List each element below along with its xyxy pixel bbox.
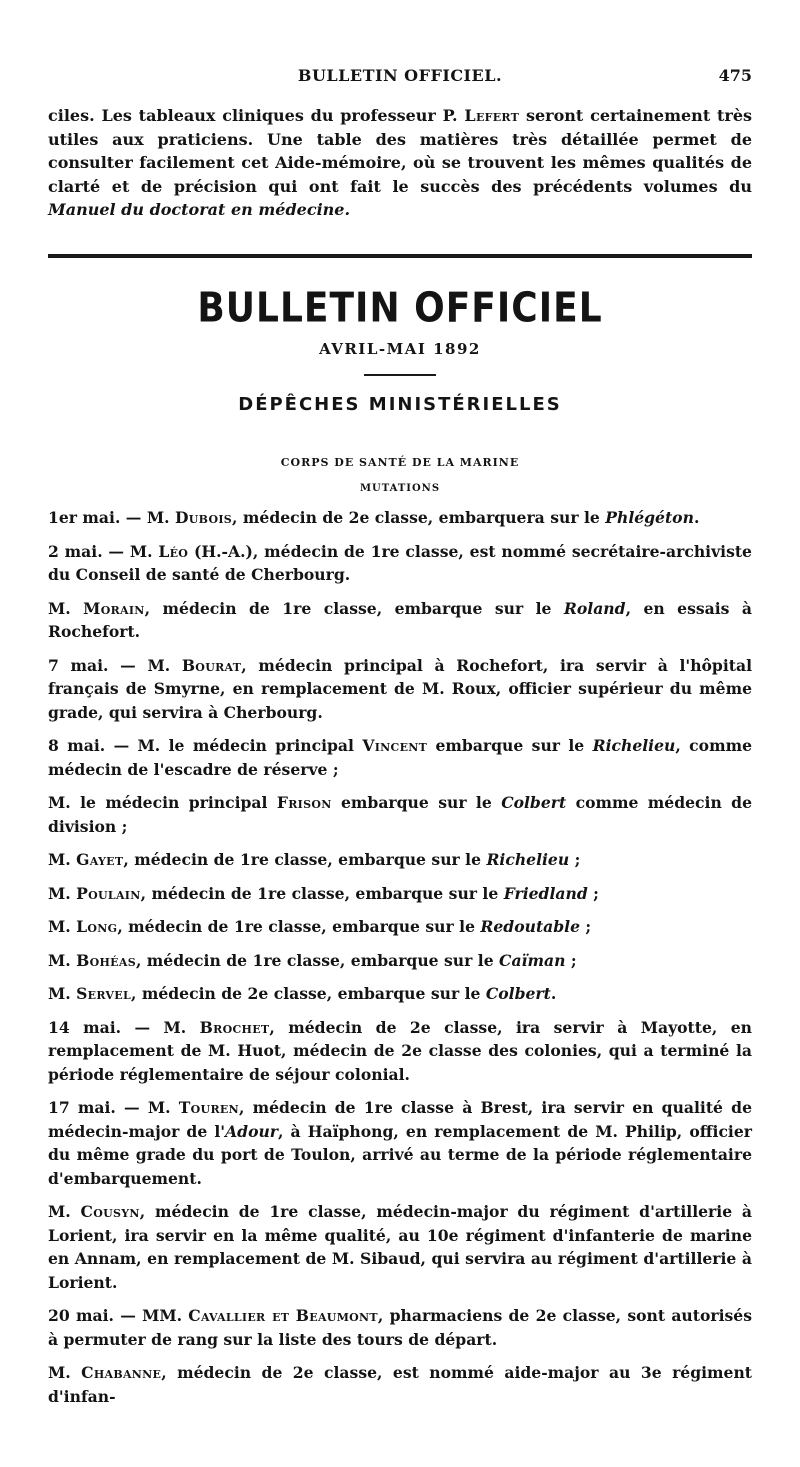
entry-name: Bohéas (76, 950, 136, 970)
entry-text: , médecin de 1re classe, embarque sur le (140, 883, 504, 903)
entry-name: Long (76, 917, 118, 936)
bulletin-date: AVRIL-MAI 1892 (319, 340, 481, 358)
mutation-entry (48, 882, 752, 906)
entry-text: , médecin de 2e classe, embarquera sur le (232, 508, 606, 527)
entry-lead: M. (48, 850, 77, 869)
mutation-entry (48, 1016, 752, 1087)
entry-ship: Caïman (499, 950, 566, 970)
entry-text: embarque sur le (427, 736, 593, 755)
entry-ship: Colbert (501, 793, 567, 812)
entry-name: Vincent (362, 736, 428, 755)
entry-tail: comme médecin de division ; (48, 793, 753, 836)
short-divider (364, 374, 436, 376)
entry-name: Cavallier et Beaumont (188, 1306, 378, 1325)
entry-ship: Richelieu (592, 736, 676, 755)
intro-paragraph-block (48, 104, 752, 236)
entry-name: Dubois (174, 508, 233, 527)
entry-tail: ; (580, 917, 592, 936)
mutation-entry (48, 915, 752, 939)
running-head (48, 66, 752, 92)
entry-text: , médecin de 2e classe, embarque sur le (130, 984, 486, 1003)
mutations-heading: MUTATIONS (359, 483, 441, 494)
entry-lead: M. (48, 883, 77, 903)
entry-lead: 17 mai. — M. (48, 1098, 179, 1117)
running-head-title: BULLETIN OFFICIEL. (297, 66, 503, 85)
entry-ship: Friedland (503, 883, 588, 903)
entry-text: , médecin de 1re classe, médecin-major du régiment d'artillerie à Lorient, ira servir en la même qualité, au 10e régiment d'infanterie de marine en Annam, en remplacement de M. Sibaud, qui servira au régiment d'artillerie à Lorient. (48, 1202, 753, 1292)
entry-text: , médecin principal à Rochefort, ira servir à l'hôpital français de Smyrne, en remplacement de M. Roux, officier supérieur du même grade, qui servira à Cherbourg. (48, 655, 752, 722)
entry-text: , pharmaciens de 2e classe, sont autorisés à permuter de rang sur la liste des tours de départ. (48, 1306, 752, 1349)
entry-name: Léo (158, 541, 189, 561)
page-number: 475 (718, 66, 752, 85)
entry-text: , médecin de 1re classe, embarque sur le (144, 598, 564, 618)
entry-name: Servel (76, 984, 131, 1003)
entry-lead: M. (48, 984, 77, 1003)
mutation-entry (48, 1304, 752, 1351)
entry-lead: 2 mai. — M. (48, 541, 159, 561)
mutation-entry (48, 1200, 752, 1294)
entry-tail: ; (587, 883, 599, 903)
entry-lead: M. (48, 1363, 82, 1382)
entry-text: , médecin de 2e classe, ira servir à Mayotte, en remplacement de M. Huot, médecin de 2e classe des colonies, qui a terminé la période réglementaire de séjour colonial. (48, 1017, 753, 1084)
entry-name: Gayet (76, 850, 124, 869)
entry-lead: M. (48, 598, 84, 618)
entry-name: Frison (276, 793, 332, 812)
entry-lead: 7 mai. — M. (48, 655, 182, 675)
corps-heading: CORPS DE SANTÉ DE LA MARINE (280, 456, 520, 469)
entry-tail: ; (569, 850, 581, 869)
entry-name: Brochet (199, 1017, 270, 1037)
entry-text: embarque sur le (331, 793, 502, 812)
mutation-entry (48, 949, 752, 973)
entry-lead: 14 mai. — M. (48, 1017, 200, 1037)
entry-lead: M. (48, 1202, 81, 1221)
mutation-entry (48, 654, 752, 725)
intro-text-2: seront certainement très utiles aux praticiens. Une table des matières très détaillée permet de consulter facilement cet Aide-mémoire, où se trouvent les mêmes qualités de clarté et de précision qui ont fait le succès des précédents volumes du (48, 106, 753, 196)
entry-tail: , en essais à Rochefort. (48, 598, 752, 641)
mutation-entry (48, 506, 752, 530)
entry-name: Bourat (181, 655, 242, 675)
entry-name: Cousyn (80, 1202, 140, 1221)
entry-lead: 8 mai. — M. le médecin principal (48, 736, 363, 755)
mutations-list (48, 506, 752, 1418)
entry-text: , médecin de 1re classe, embarque sur le (117, 917, 481, 936)
intro-paragraph (48, 104, 752, 222)
entry-lead: 20 mai. — MM. (48, 1306, 189, 1325)
bulletin-title: BULLETIN OFFICIEL (197, 284, 603, 333)
entry-text: , médecin de 2e classe, est nommé aide-major au 3e régiment d'infan- (48, 1363, 752, 1406)
entry-ship: Phlégéton (605, 508, 694, 527)
mutation-entry (48, 982, 752, 1006)
entry-tail: ; (565, 950, 577, 970)
entry-name: Morain (83, 598, 145, 618)
entry-text: , médecin de 1re classe à Brest, ira servir en qualité de médecin-major de l' (48, 1098, 753, 1141)
entry-name: Chabanne (81, 1363, 162, 1382)
entry-text: , médecin de 1re classe, embarque sur le (123, 850, 487, 869)
entry-tail: , à Haïphong, en remplacement de M. Philip, officier du même grade du port de Toulon, arrivé au terme de la période réglementaire d'embarquement. (48, 1121, 752, 1188)
intro-book-title: Manuel du doctorat en médecine. (48, 200, 351, 219)
entry-tail: . (693, 508, 700, 527)
entry-name: Poulain (76, 883, 141, 903)
section-title: DÉPÊCHES MINISTÉRIELLES (238, 394, 562, 415)
entry-ship: Roland (563, 598, 626, 618)
entry-ship: Adour (225, 1121, 279, 1141)
entry-lead: 1er mai. — M. (48, 508, 175, 527)
entry-tail: . (550, 984, 557, 1003)
intro-author-name: Lefert (464, 106, 520, 125)
intro-text-1: ciles. Les tableaux cliniques du professeur P. (48, 106, 465, 125)
entry-text: (H.-A.), médecin de 1re classe, est nommé secrétaire-archiviste du Conseil de santé de Cherbourg. (48, 541, 752, 584)
mutation-entry (48, 1096, 752, 1190)
mutation-entry (48, 1361, 752, 1408)
mutation-entry (48, 540, 752, 587)
entry-ship: Redoutable (480, 917, 580, 936)
mutation-entry (48, 734, 752, 781)
entry-ship: Richelieu (486, 850, 570, 869)
section-divider (48, 254, 752, 258)
entry-ship: Colbert (485, 984, 551, 1003)
mutation-entry (48, 597, 752, 644)
entry-tail: , comme médecin de l'escadre de réserve ; (48, 736, 752, 779)
mutation-entry (48, 791, 752, 838)
entry-text: , médecin de 1re classe, embarque sur le (135, 950, 500, 970)
entry-lead: M. (48, 950, 77, 970)
mutation-entry (48, 848, 752, 872)
entry-lead: M. (48, 917, 77, 936)
entry-name: Touren (178, 1098, 239, 1117)
entry-lead: M. le médecin principal (48, 793, 277, 812)
